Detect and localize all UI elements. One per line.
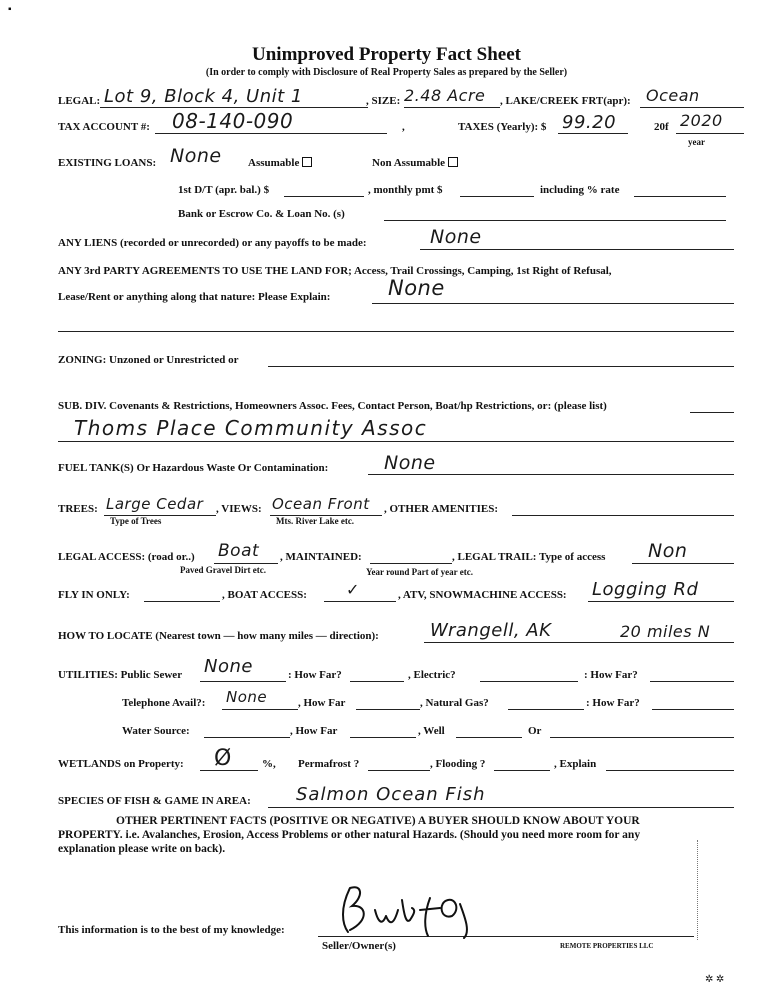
subdiv-label: SUB. DIV. Covenants & Restrictions, Homeowners Assoc. Fees, Contact Person, Boat/hp Restrictions, or: (please list): [58, 400, 607, 412]
taxes-value: 99.20: [562, 112, 617, 133]
phone-line: [222, 709, 298, 710]
fish-line: [268, 807, 734, 808]
assumable-checkbox[interactable]: [302, 157, 312, 167]
agreements-label: ANY 3rd PARTY AGREEMENTS TO USE THE LAND FOR; Access, Trail Crossings, Camping, 1st Right of Refusal,: [58, 265, 612, 277]
access-sublabel: Paved Gravel Dirt etc.: [180, 565, 266, 575]
flooding-line: [494, 770, 550, 771]
subdiv-line-end: [690, 412, 734, 413]
legal-value: Lot 9, Block 4, Unit 1: [104, 86, 303, 107]
bank-line: [384, 220, 726, 221]
gas-far-label: : How Far?: [586, 697, 640, 709]
gas-label: , Natural Gas?: [420, 697, 489, 709]
locate-label: HOW TO LOCATE (Nearest town — how many miles — direction):: [58, 630, 379, 642]
loans-label: EXISTING LOANS:: [58, 157, 157, 169]
non-assumable-option[interactable]: [372, 157, 458, 169]
year-prefix: 20f: [654, 121, 669, 133]
gas-far-line: [652, 709, 734, 710]
year-line: [676, 133, 744, 134]
tax-account-line: [155, 133, 387, 134]
taxes-line: [558, 133, 628, 134]
fly-line: [144, 601, 220, 602]
trail-label: , LEGAL TRAIL: Type of access: [452, 551, 606, 563]
locate-value-2: 20 miles N: [620, 622, 711, 641]
non-assumable-checkbox[interactable]: [448, 157, 458, 167]
or-label: Or: [528, 725, 542, 737]
size-line: [404, 107, 500, 108]
phone-value: None: [226, 688, 268, 706]
seller-label: Seller/Owner(s): [322, 940, 396, 952]
boat-value: ✓: [346, 580, 360, 599]
fuel-label: FUEL TANK(S) Or Hazardous Waste Or Contamination:: [58, 462, 329, 474]
page-subtitle: (In order to comply with Disclosure of Real Property Sales as prepared by the Seller): [205, 67, 568, 78]
footer-mark: ✲ ✲: [705, 974, 725, 985]
permafrost-line: [368, 770, 430, 771]
non-assumable-label: Non Assumable: [372, 157, 446, 169]
access-value: Boat: [218, 541, 260, 561]
water-label: Water Source:: [122, 725, 190, 737]
fly-label: FLY IN ONLY:: [58, 589, 130, 601]
other-facts-line-1: OTHER PERTINENT FACTS (POSITIVE OR NEGATIVE) A BUYER SHOULD KNOW ABOUT YOUR: [116, 815, 640, 827]
phone-far-label: , How Far: [298, 697, 346, 709]
signature-image: [320, 880, 510, 940]
loans-value: None: [170, 145, 222, 167]
explain-line: [606, 770, 734, 771]
electric-label: , Electric?: [408, 669, 456, 681]
lease-line: [372, 303, 734, 304]
maintained-sublabel: Year round Part of year etc.: [366, 567, 473, 577]
rate-line: [634, 196, 726, 197]
howfar2-label: : How Far?: [584, 669, 638, 681]
liens-value: None: [430, 226, 482, 248]
sewer-value: None: [204, 656, 253, 677]
views-sublabel: Mts. River Lake etc.: [276, 516, 355, 526]
monthly-label: , monthly pmt $: [368, 184, 443, 196]
legal-label: LEGAL:: [58, 95, 101, 107]
wetlands-value: Ø: [214, 746, 232, 771]
permafrost-label: Permafrost ?: [298, 758, 360, 770]
dt-line: [284, 196, 364, 197]
other-facts-line-3: explanation please write on back).: [58, 843, 226, 855]
tax-comma: ,: [402, 121, 405, 133]
rate-label: including % rate: [540, 184, 620, 196]
well-line: [456, 737, 522, 738]
trees-label: TREES:: [58, 503, 98, 515]
lease-value: None: [388, 276, 445, 300]
corner-mark: ▪: [8, 4, 12, 15]
locate-value: Wrangell, AK: [430, 620, 552, 641]
other-facts-line-2: PROPERTY. i.e. Avalanches, Erosion, Access Problems or other natural Hazards. (Should you need more room for any: [58, 829, 641, 841]
zoning-label: ZONING: Unzoned or Unrestricted or: [58, 354, 239, 366]
phone-label: Telephone Avail?:: [122, 697, 206, 709]
lease-line-2: [58, 331, 734, 332]
subdiv-line: [58, 441, 734, 442]
boat-label: , BOAT ACCESS:: [222, 589, 307, 601]
liens-line: [420, 249, 734, 250]
assumable-option[interactable]: [248, 157, 312, 169]
margin-marks: [697, 840, 699, 940]
wetlands-label: WETLANDS on Property:: [58, 758, 184, 770]
company-label: REMOTE PROPERTIES LLC: [560, 942, 654, 950]
lake-line: [640, 107, 744, 108]
dt-label: 1st D/T (apr. bal.) $: [178, 184, 270, 196]
fish-value: Salmon Ocean Fish: [296, 784, 486, 805]
trail-line: [632, 563, 734, 564]
water-far-label: , How Far: [290, 725, 338, 737]
size-value: 2.48 Acre: [404, 86, 486, 105]
howfar-label: : How Far?: [288, 669, 342, 681]
amenities-label: , OTHER AMENITIES:: [384, 503, 498, 515]
subdiv-value: Thoms Place Community Assoc: [74, 416, 428, 440]
atv-value: Logging Rd: [592, 579, 699, 600]
water-line: [204, 737, 290, 738]
water-far-line: [350, 737, 416, 738]
locate-line: [424, 642, 734, 643]
sewer-label: UTILITIES: Public Sewer: [58, 669, 183, 681]
trees-sublabel: Type of Trees: [110, 516, 162, 526]
fuel-line: [368, 474, 734, 475]
knowledge-label: This information is to the best of my knowledge:: [58, 924, 285, 936]
access-label: LEGAL ACCESS: (road or..): [58, 551, 195, 563]
views-label: , VIEWS:: [216, 503, 262, 515]
gas-line: [508, 709, 584, 710]
maintained-label: , MAINTAINED:: [280, 551, 362, 563]
assumable-label: Assumable: [248, 157, 300, 169]
howfar2-line: [650, 681, 734, 682]
trail-value: Non: [648, 540, 688, 562]
atv-line: [588, 601, 734, 602]
flooding-label: , Flooding ?: [430, 758, 486, 770]
wetlands-pct: %,: [262, 758, 276, 770]
trees-value: Large Cedar: [106, 495, 204, 513]
lake-value: Ocean: [646, 86, 700, 105]
views-value: Ocean Front: [272, 495, 370, 513]
lake-label: , LAKE/CREEK FRT(apr):: [500, 95, 631, 107]
year-value: 2020: [680, 111, 723, 130]
tax-account-label: TAX ACCOUNT #:: [58, 121, 150, 133]
maintained-line: [370, 563, 452, 564]
fish-label: SPECIES OF FISH & GAME IN AREA:: [58, 795, 251, 807]
howfar-line: [350, 681, 404, 682]
phone-far-line: [356, 709, 420, 710]
zoning-line: [268, 366, 734, 367]
bank-label: Bank or Escrow Co. & Loan No. (s): [178, 208, 345, 220]
size-label: , SIZE:: [366, 95, 401, 107]
sewer-line: [200, 681, 286, 682]
fuel-value: None: [384, 452, 436, 474]
atv-label: , ATV, SNOWMACHINE ACCESS:: [398, 589, 567, 601]
lease-label: Lease/Rent or anything along that nature: Please Explain:: [58, 291, 331, 303]
liens-label: ANY LIENS (recorded or unrecorded) or any payoffs to be made:: [58, 237, 367, 249]
electric-line: [480, 681, 578, 682]
boat-line: [324, 601, 396, 602]
monthly-line: [460, 196, 534, 197]
tax-account-value: 08-140-090: [172, 109, 294, 133]
legal-line: [100, 107, 368, 108]
year-sublabel: year: [688, 137, 705, 147]
taxes-label: TAXES (Yearly): $: [458, 121, 547, 133]
or-line: [550, 737, 734, 738]
amenities-line: [512, 515, 734, 516]
page-title: Unimproved Property Fact Sheet: [252, 44, 521, 65]
access-line: [214, 563, 278, 564]
explain-label: , Explain: [554, 758, 597, 770]
well-label: , Well: [418, 725, 445, 737]
